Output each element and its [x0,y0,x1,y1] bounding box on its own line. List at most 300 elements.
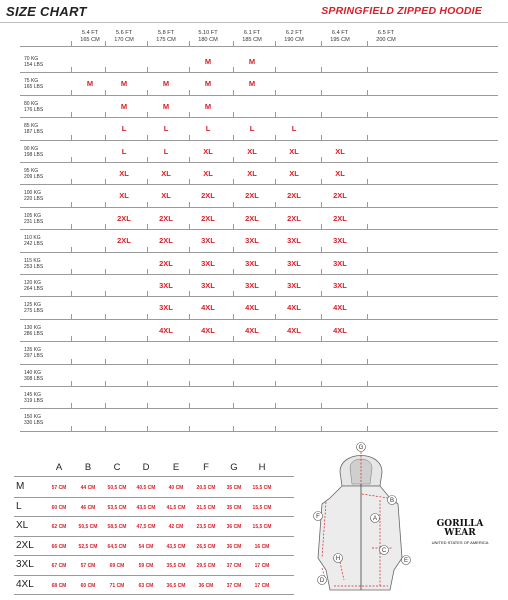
measure-value: 57 CM [51,485,67,491]
weight-kg: 115 KG [24,257,41,264]
size-cell: 2XL [159,213,173,223]
column-tick [189,291,190,297]
size-cell: 4XL [287,303,301,313]
column-tick [321,336,322,342]
weight-label [24,392,43,404]
column-tick [105,291,106,297]
size-cell: XL [289,146,299,156]
column-tick [275,224,276,230]
weight-lbs: 286 LBS [24,330,44,337]
column-tick [367,90,368,96]
column-tick [275,90,276,96]
weight-label [24,101,43,113]
height-header [367,30,405,43]
column-tick [367,359,368,365]
column-tick [367,247,368,253]
size-cell: 4XL [159,325,173,335]
size-cell: 2XL [245,191,259,201]
column-tick [233,112,234,118]
column-tick [105,247,106,253]
column-tick [275,336,276,342]
size-cell: M [162,79,170,89]
size-cell: 3XL [245,258,259,268]
column-tick [189,112,190,118]
column-tick [189,179,190,185]
column-tick [71,359,72,365]
row-rule [20,274,498,275]
column-tick [105,359,106,365]
measure-value: 66 CM [51,543,67,550]
measure-value: 20,5 CM [196,485,216,491]
column-tick [367,135,368,141]
diagram-label-e: E [403,558,409,565]
page-title: SIZE CHART [6,4,87,19]
column-tick [233,426,234,432]
measure-size-label: L [16,500,22,512]
measure-value: 44 CM [80,485,96,491]
weight-lbs: 264 LBS [24,286,44,292]
column-tick [233,381,234,387]
measure-value: 35 CM [226,485,242,491]
measure-value: 15,5 CM [252,524,272,530]
column-tick [71,269,72,275]
size-cell: 2XL [159,258,173,268]
column-tick [189,359,190,365]
measure-value: 47,5 CM [136,524,156,530]
column-tick [105,336,106,342]
row-rule [20,95,498,96]
weight-kg: 120 KG [24,280,41,286]
column-tick [321,67,322,73]
measure-column-header: B [84,462,92,473]
measure-value: 40,5 CM [136,485,156,491]
weight-kg: 95 KG [24,168,39,174]
column-tick [275,291,276,297]
measure-value: 53,5 CM [107,504,127,511]
column-tick [71,336,72,342]
measure-header-rule [14,476,294,477]
column-tick [233,403,234,409]
column-tick [147,247,148,253]
column-tick [189,157,190,163]
weight-kg: 100 KG [24,190,41,197]
size-cell: L [163,124,169,134]
measure-value: 67 CM [51,563,67,569]
height-header [321,30,359,43]
column-tick [233,291,234,297]
size-cell: XL [161,191,171,201]
column-tick [147,359,148,365]
measure-row-rule [14,516,294,517]
measure-row-rule [14,497,294,498]
diagram-label-h: H [335,556,341,563]
size-cell: 4XL [333,303,347,313]
size-cell: XL [203,146,213,156]
height-cm: 195 CM [330,36,350,43]
height-cm: 175 CM [156,36,176,43]
weight-label [24,370,43,382]
weight-kg: 135 KG [24,347,41,354]
column-tick [147,224,148,230]
column-tick [71,314,72,320]
weight-lbs: 319 LBS [24,398,44,404]
weight-kg: 150 KG [24,414,41,421]
measure-value: 60 CM [51,504,67,511]
weight-lbs: 275 LBS [24,308,44,315]
row-rule [20,184,498,185]
row-rule [20,162,498,163]
column-tick [189,426,190,432]
column-tick [105,314,106,320]
size-cell: XL [119,169,129,178]
measure-value: 37 CM [226,563,242,569]
measure-value: 69 CM [109,563,125,569]
column-tick [105,157,106,163]
column-tick [321,269,322,275]
column-tick [367,112,368,118]
measure-value: 36 CM [226,543,242,550]
size-cell: 3XL [287,236,301,246]
weight-lbs: 176 LBS [24,106,44,113]
weight-label [24,325,43,337]
height-cm: 170 CM [114,36,134,43]
column-tick [275,247,276,253]
height-cm: 200 CM [376,36,396,43]
weight-label [24,280,43,292]
column-tick [105,403,106,409]
measure-value: 35,5 CM [166,563,186,569]
measure-size-label: 3XL [16,559,34,570]
title-divider [0,22,508,23]
diagram-label-f: F [316,514,320,521]
column-tick [105,67,106,73]
measure-value: 50,5 CM [107,485,127,491]
height-header [275,30,313,43]
weight-lbs: 253 LBS [24,263,44,270]
column-tick [71,135,72,141]
measure-column-header: C [113,462,121,473]
column-tick [189,269,190,275]
measure-value: 46 CM [80,504,96,511]
column-tick [105,426,106,432]
weight-label [24,258,43,270]
weight-label [24,146,43,158]
measure-column-header: H [258,462,266,473]
column-tick [367,157,368,163]
column-tick [233,336,234,342]
measure-size-label: XL [16,520,29,531]
size-cell: 3XL [159,281,173,290]
column-tick [275,403,276,409]
measure-size-label: M [16,481,25,492]
size-cell: 3XL [201,258,215,268]
column-tick [147,90,148,96]
measure-column-header: E [172,462,180,473]
row-rule [20,296,498,297]
column-tick [233,135,234,141]
diagram-label-g: G [358,445,364,452]
measure-value: 36 CM [198,582,214,589]
size-cell: 3XL [333,258,347,268]
measure-column-header: G [230,462,238,473]
measure-value: 17 CM [254,563,270,569]
row-rule [20,229,498,230]
measure-value: 21,5 CM [196,504,216,511]
column-tick [367,381,368,387]
column-tick [105,41,106,47]
column-tick [71,179,72,185]
column-tick [105,224,106,230]
measure-value: 40 CM [168,485,184,491]
height-header [233,30,271,43]
row-rule [20,117,498,118]
size-cell: 3XL [287,281,301,290]
column-tick [105,90,106,96]
column-tick [367,426,368,432]
column-tick [367,314,368,320]
measure-row-rule [14,594,294,595]
size-cell: L [121,146,127,156]
column-tick [71,90,72,96]
column-tick [275,381,276,387]
column-tick [321,247,322,253]
weight-label [24,190,43,202]
measure-column-header: A [55,462,63,473]
height-header [105,30,143,43]
column-tick [189,336,190,342]
row-rule [20,386,498,387]
weight-kg: 145 KG [24,392,41,398]
column-tick [321,157,322,163]
column-tick [147,67,148,73]
column-tick [233,41,234,47]
size-cell: M [204,57,212,66]
measure-value: 35 CM [226,504,242,511]
measure-row-rule [14,555,294,556]
column-tick [147,291,148,297]
column-tick [71,41,72,47]
size-cell: 4XL [201,325,215,335]
weight-lbs: 231 LBS [24,218,44,225]
column-tick [189,90,190,96]
column-tick [321,202,322,208]
size-cell: L [249,124,255,134]
measure-size-label: 2XL [16,539,34,551]
column-tick [367,336,368,342]
size-cell: XL [335,146,345,156]
measure-column-header: D [142,462,150,473]
logo-line1: GORILLA [436,519,484,529]
size-cell: L [205,124,211,134]
column-tick [189,67,190,73]
size-cell: 2XL [117,213,131,223]
column-tick [233,359,234,365]
weight-label [24,347,43,359]
size-cell: 2XL [201,213,215,223]
weight-kg: 75 KG [24,78,39,85]
weight-label [24,78,43,90]
measure-value: 36,5 CM [166,582,186,589]
measure-value: 52,5 CM [78,543,98,550]
measure-value: 15,5 CM [252,504,272,511]
weight-kg: 125 KG [24,302,41,309]
size-cell: M [248,79,256,89]
column-tick [275,135,276,141]
column-tick [367,224,368,230]
weight-kg: 85 KG [24,123,39,130]
column-tick [147,157,148,163]
weight-lbs: 154 LBS [24,62,44,68]
column-tick [233,247,234,253]
height-ft: 5.6 FT [115,30,133,36]
column-tick [321,90,322,96]
measure-row-rule [14,536,294,537]
weight-lbs: 209 LBS [24,174,44,180]
height-ft: 5.8 FT [157,30,175,36]
measure-value: 58,5 CM [107,524,127,530]
measure-value: 62 CM [51,524,67,530]
size-cell: 3XL [245,281,259,290]
column-tick [321,381,322,387]
measure-value: 23,5 CM [196,524,216,530]
column-tick [367,179,368,185]
column-tick [189,41,190,47]
size-cell: 2XL [287,191,301,201]
measurement-table [10,458,298,598]
measure-value: 71 CM [109,582,125,589]
column-tick [71,112,72,118]
weight-lbs: 187 LBS [24,129,44,136]
column-tick [189,135,190,141]
column-tick [275,41,276,47]
column-tick [275,426,276,432]
size-cell: 2XL [287,213,301,223]
diagram-label-c: C [381,548,387,555]
height-ft: 6.5 FT [377,30,395,36]
measure-value: 43,5 CM [166,543,186,550]
column-tick [189,224,190,230]
size-cell: 4XL [245,325,259,335]
size-cell: 3XL [333,236,347,246]
height-cm: 180 CM [198,36,218,43]
size-cell: XL [289,169,299,178]
column-tick [275,314,276,320]
size-cell: 2XL [333,191,347,201]
column-tick [275,67,276,73]
height-ft: 6.1 FT [243,30,261,36]
height-cm: 165 CM [80,36,100,43]
height-ft: 5.4 FT [81,30,99,36]
column-tick [275,269,276,275]
diagram-label-d: D [319,578,325,585]
height-header [147,30,185,43]
column-tick [147,336,148,342]
height-ft: 5.10 FT [198,30,218,36]
measure-value: 42 CM [168,524,184,530]
column-tick [71,157,72,163]
measure-value: 50,5 CM [78,524,98,530]
column-tick [321,41,322,47]
size-cell: M [204,79,212,89]
column-tick [275,157,276,163]
column-tick [321,426,322,432]
size-cell: XL [119,191,129,201]
measure-value: 57 CM [80,563,96,569]
measure-value: 59 CM [138,563,154,569]
size-cell: XL [247,169,257,178]
measure-value: 60 CM [80,582,96,589]
size-cell: 3XL [201,236,215,246]
weight-label [24,414,43,426]
column-tick [147,179,148,185]
column-tick [189,381,190,387]
measure-column-header: F [203,462,209,473]
column-tick [321,291,322,297]
brand-logo [420,520,500,570]
size-cell: 4XL [201,303,215,313]
column-tick [105,135,106,141]
weight-kg: 70 KG [24,56,39,62]
column-tick [321,179,322,185]
column-tick [105,112,106,118]
height-cm: 185 CM [242,36,262,43]
column-tick [233,90,234,96]
column-tick [321,112,322,118]
size-cell: 3XL [201,281,215,290]
size-cell: 3XL [333,281,347,290]
height-header [189,30,227,43]
column-tick [233,314,234,320]
size-cell: 2XL [117,236,131,246]
size-cell: M [120,101,128,111]
column-tick [71,403,72,409]
column-tick [367,403,368,409]
size-cell: 3XL [245,236,259,246]
column-tick [275,112,276,118]
measure-value: 54 CM [138,543,154,550]
row-rule [20,319,498,320]
column-tick [105,381,106,387]
size-cell: XL [203,169,213,178]
measure-value: 17 CM [254,582,270,589]
column-tick [233,202,234,208]
weight-kg: 80 KG [24,100,39,107]
column-tick [71,224,72,230]
column-tick [189,202,190,208]
size-cell: M [248,57,256,66]
height-ft: 6.4 FT [331,30,349,36]
column-tick [147,403,148,409]
column-tick [147,426,148,432]
column-tick [71,202,72,208]
column-tick [233,67,234,73]
logo-subtitle: UNITED STATES OF AMERICA [431,540,489,545]
height-ft: 6.2 FT [285,30,303,36]
row-rule [20,431,498,432]
size-cell: M [204,101,212,111]
measure-value: 26,5 CM [196,543,216,550]
row-rule [20,408,498,409]
row-rule [20,341,498,342]
size-cell: 2XL [201,191,215,201]
size-cell: L [121,124,127,134]
column-tick [275,179,276,185]
measure-size-label: 4XL [16,578,34,590]
size-cell: 4XL [333,325,347,335]
height-cm: 190 CM [284,36,304,43]
column-tick [233,269,234,275]
weight-kg: 90 KG [24,145,39,152]
